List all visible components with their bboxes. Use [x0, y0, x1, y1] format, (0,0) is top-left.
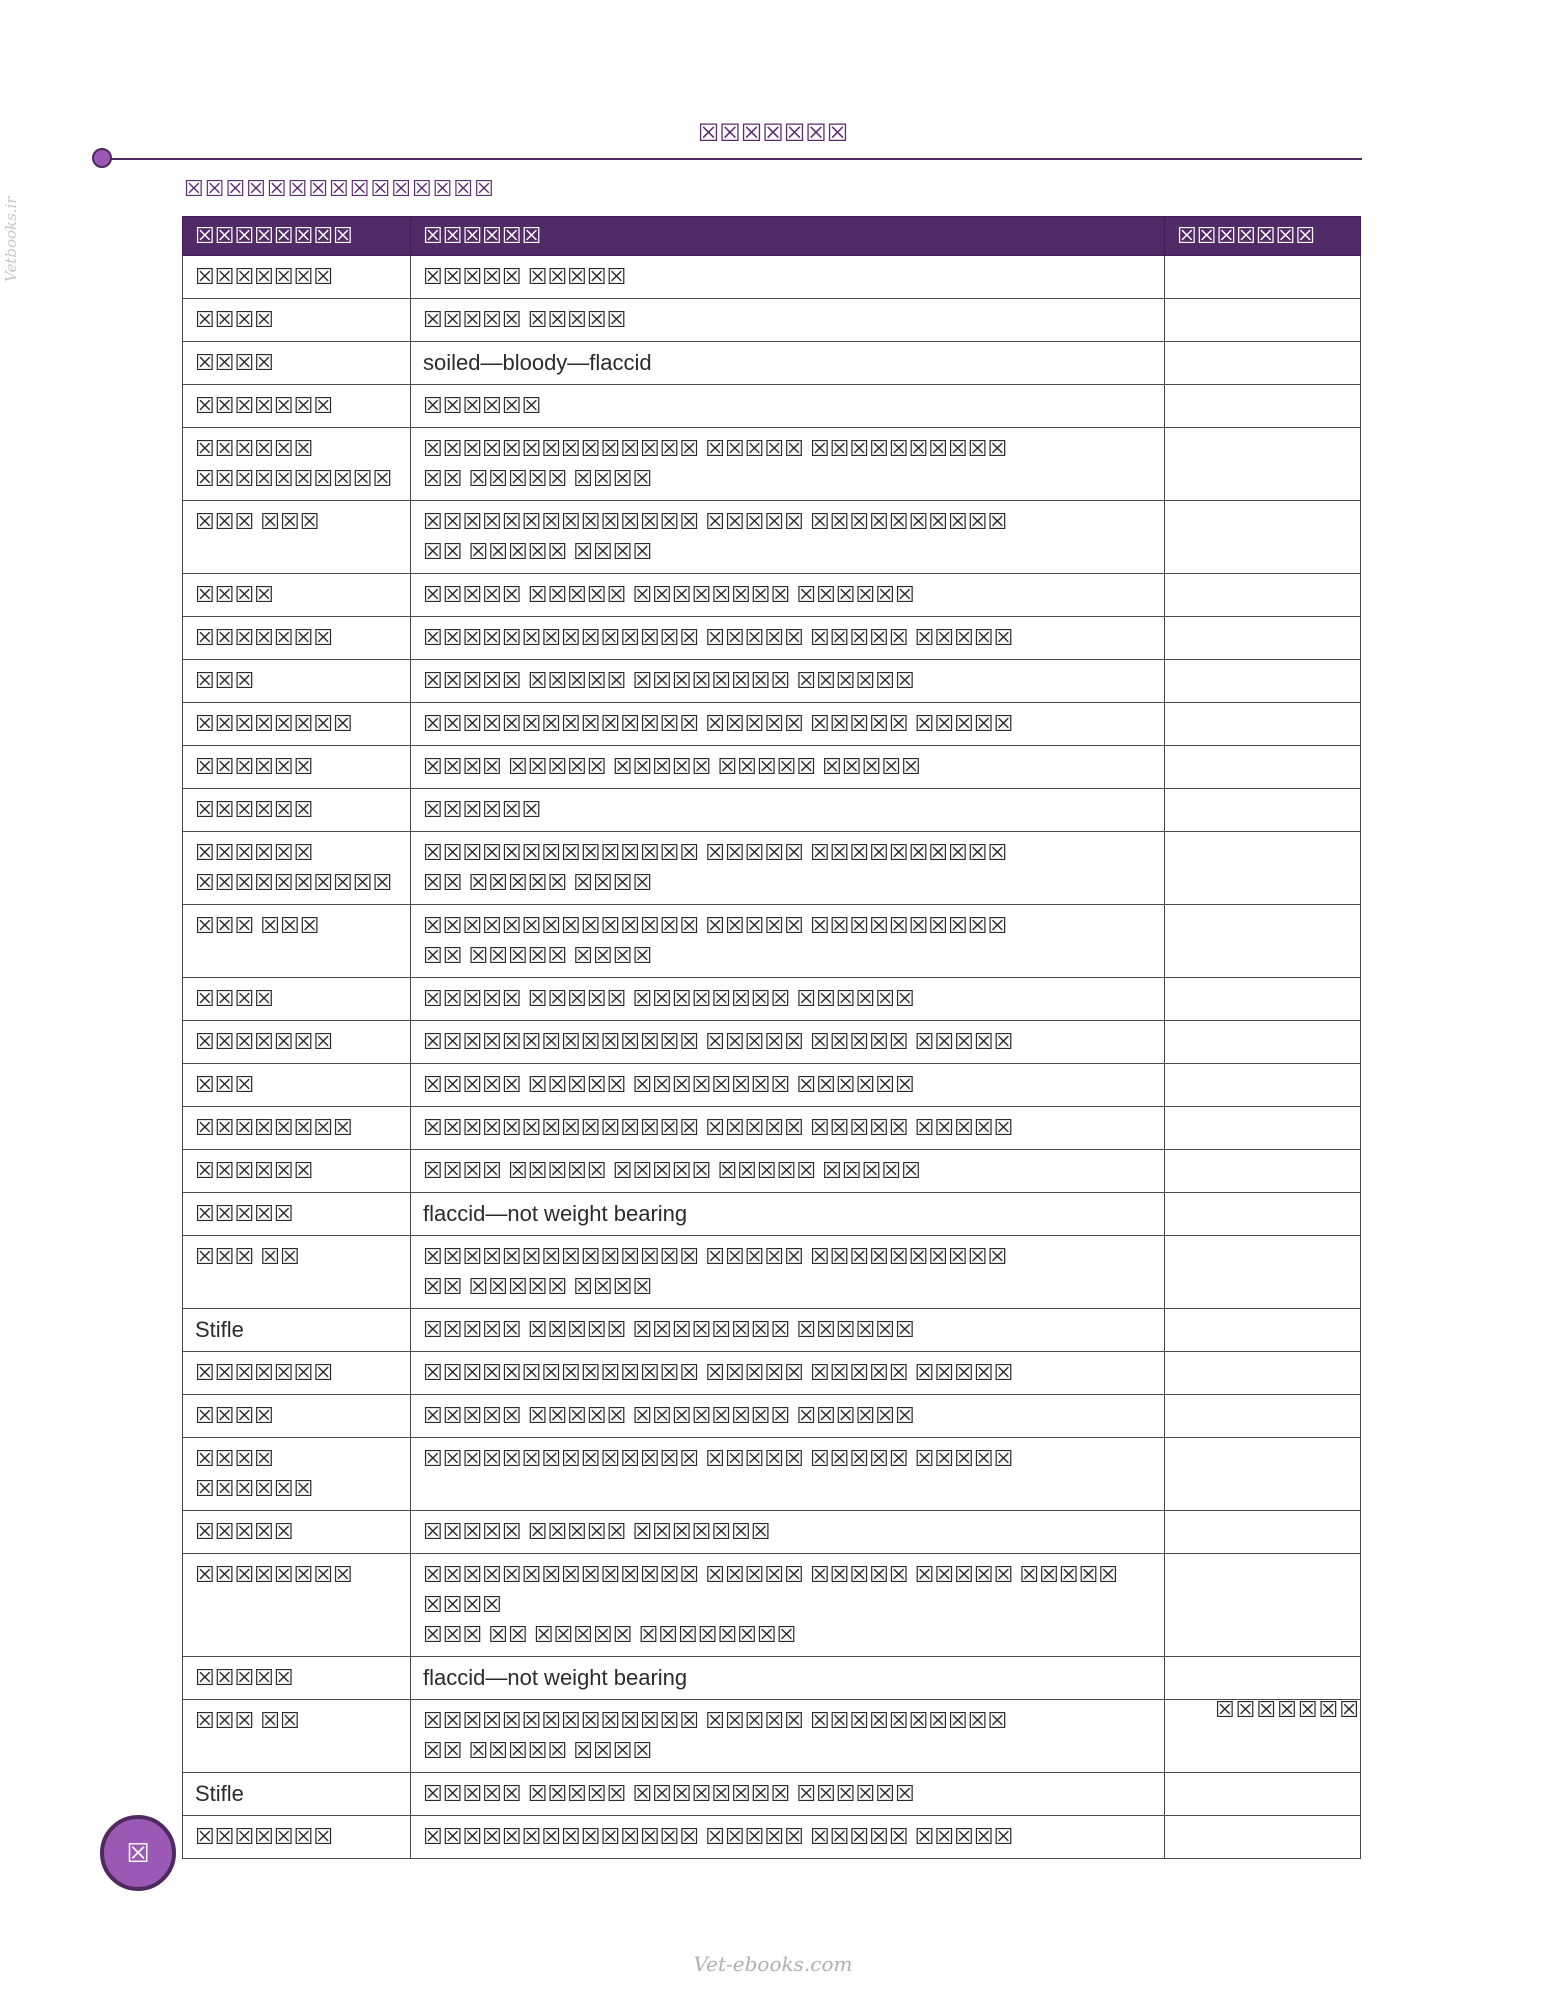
table-row: [183, 746, 1361, 789]
cell-finding: flaccid—not weight bearing: [411, 1657, 1165, 1700]
cell-finding: ☒☒☒☒☒☒☒☒☒☒☒☒☒☒ ☒☒☒☒☒ ☒☒☒☒☒ ☒☒☒☒☒: [411, 617, 1165, 660]
page-number-badge: [100, 1815, 176, 1891]
cell-finding: ☒☒☒☒☒☒☒☒☒☒☒☒☒☒ ☒☒☒☒☒ ☒☒☒☒☒☒☒☒☒☒ ☒☒ ☒☒☒☒☒ ☒☒☒☒: [411, 428, 1165, 501]
cell-finding: ☒☒☒☒☒ ☒☒☒☒☒ ☒☒☒☒☒☒☒☒ ☒☒☒☒☒☒: [411, 1395, 1165, 1438]
table-row: [183, 1352, 1361, 1395]
table-row: [183, 703, 1361, 746]
cell-area: ☒☒☒☒☒☒☒: [183, 385, 411, 428]
cell-comment: [1165, 1150, 1361, 1193]
cell-comment: [1165, 1554, 1361, 1657]
table-row: [183, 1816, 1361, 1859]
cell-area: ☒☒☒☒☒: [183, 1193, 411, 1236]
cell-comment: [1165, 832, 1361, 905]
cell-finding: flaccid—not weight bearing: [411, 1193, 1165, 1236]
cell-comment: [1165, 428, 1361, 501]
cell-area: ☒☒☒☒☒☒: [183, 746, 411, 789]
cell-comment: [1165, 501, 1361, 574]
cell-area: ☒☒☒☒☒☒☒: [183, 1021, 411, 1064]
table-header-row: [183, 217, 1361, 256]
cell-finding: ☒☒☒☒☒ ☒☒☒☒☒ ☒☒☒☒☒☒☒☒ ☒☒☒☒☒☒: [411, 660, 1165, 703]
column-header-area: ☒☒☒☒☒☒☒☒: [183, 217, 411, 256]
table-row: [183, 256, 1361, 299]
table-row: [183, 978, 1361, 1021]
cell-finding: ☒☒☒☒ ☒☒☒☒☒ ☒☒☒☒☒ ☒☒☒☒☒ ☒☒☒☒☒: [411, 1150, 1165, 1193]
cell-comment: [1165, 703, 1361, 746]
table-row: [183, 1438, 1361, 1511]
cell-area: ☒☒☒☒☒☒☒: [183, 256, 411, 299]
table-row: [183, 1021, 1361, 1064]
cell-comment: [1165, 1816, 1361, 1859]
cell-area: ☒☒☒ ☒☒☒: [183, 501, 411, 574]
cell-comment: [1165, 789, 1361, 832]
cell-finding: ☒☒☒☒☒☒☒☒☒☒☒☒☒☒ ☒☒☒☒☒ ☒☒☒☒☒ ☒☒☒☒☒: [411, 1352, 1165, 1395]
table-row: [183, 574, 1361, 617]
table-row: [183, 428, 1361, 501]
table-caption: ☒☒☒☒☒☒☒☒☒☒☒☒☒☒☒: [184, 176, 495, 201]
cell-comment: [1165, 1657, 1361, 1700]
cell-comment: [1165, 1309, 1361, 1352]
cell-comment: [1165, 342, 1361, 385]
cell-comment: [1165, 617, 1361, 660]
cell-area: ☒☒☒ ☒☒: [183, 1236, 411, 1309]
cell-comment: [1165, 905, 1361, 978]
cell-comment: [1165, 1511, 1361, 1554]
cell-comment: [1165, 574, 1361, 617]
cell-comment: [1165, 1064, 1361, 1107]
cell-area: Stifle: [183, 1309, 411, 1352]
cell-area: ☒☒☒☒☒: [183, 1511, 411, 1554]
cell-finding: ☒☒☒☒☒☒☒☒☒☒☒☒☒☒ ☒☒☒☒☒ ☒☒☒☒☒☒☒☒☒☒ ☒☒ ☒☒☒☒☒ ☒☒☒☒: [411, 1700, 1165, 1773]
table-row: [183, 1193, 1361, 1236]
cell-finding: ☒☒☒☒☒ ☒☒☒☒☒ ☒☒☒☒☒☒☒☒ ☒☒☒☒☒☒: [411, 574, 1165, 617]
table-body: [183, 256, 1361, 1859]
cell-area: ☒☒☒☒☒: [183, 1657, 411, 1700]
column-header-comment: ☒☒☒☒☒☒☒: [1165, 217, 1361, 256]
cell-finding: ☒☒☒☒ ☒☒☒☒☒ ☒☒☒☒☒ ☒☒☒☒☒ ☒☒☒☒☒: [411, 746, 1165, 789]
table-row: [183, 1395, 1361, 1438]
cell-area: ☒☒☒☒☒☒☒: [183, 1816, 411, 1859]
table-row: [183, 1511, 1361, 1554]
cell-finding: ☒☒☒☒☒☒☒☒☒☒☒☒☒☒ ☒☒☒☒☒ ☒☒☒☒☒☒☒☒☒☒ ☒☒ ☒☒☒☒☒ ☒☒☒☒: [411, 905, 1165, 978]
table-row: [183, 789, 1361, 832]
cell-finding: soiled—bloody—flaccid: [411, 342, 1165, 385]
table-row: [183, 1236, 1361, 1309]
table-row: [183, 1657, 1361, 1700]
footer-watermark: Vet-ebooks.com: [693, 1952, 853, 1976]
cell-area: ☒☒☒☒☒☒☒: [183, 617, 411, 660]
table-row: [183, 905, 1361, 978]
cell-finding: ☒☒☒☒☒☒: [411, 385, 1165, 428]
cell-area: ☒☒☒☒: [183, 978, 411, 1021]
cell-finding: ☒☒☒☒☒☒☒☒☒☒☒☒☒☒ ☒☒☒☒☒ ☒☒☒☒☒ ☒☒☒☒☒ ☒☒☒☒☒ ☒☒☒☒ ☒☒☒ ☒☒ ☒☒☒☒☒ ☒☒☒☒☒☒☒☒: [411, 1554, 1165, 1657]
cell-comment: [1165, 1193, 1361, 1236]
cell-comment: [1165, 978, 1361, 1021]
cell-finding: ☒☒☒☒☒☒☒☒☒☒☒☒☒☒ ☒☒☒☒☒ ☒☒☒☒☒ ☒☒☒☒☒: [411, 1438, 1165, 1511]
cell-comment: [1165, 256, 1361, 299]
cell-comment: [1165, 1438, 1361, 1511]
cell-finding: ☒☒☒☒☒☒☒☒☒☒☒☒☒☒ ☒☒☒☒☒ ☒☒☒☒☒☒☒☒☒☒ ☒☒ ☒☒☒☒☒ ☒☒☒☒: [411, 501, 1165, 574]
cell-area: ☒☒☒☒☒☒☒☒: [183, 1554, 411, 1657]
cell-comment: [1165, 385, 1361, 428]
cell-area: ☒☒☒☒☒☒: [183, 789, 411, 832]
continued-note: ☒☒☒☒☒☒☒: [1214, 1697, 1360, 1722]
cell-finding: ☒☒☒☒☒ ☒☒☒☒☒: [411, 256, 1165, 299]
cell-area: ☒☒☒☒☒☒ ☒☒☒☒☒☒☒☒☒☒: [183, 428, 411, 501]
cell-area: ☒☒☒☒: [183, 299, 411, 342]
cell-finding: ☒☒☒☒☒ ☒☒☒☒☒: [411, 299, 1165, 342]
header-rule: [104, 158, 1362, 160]
table-row: [183, 660, 1361, 703]
cell-comment: [1165, 299, 1361, 342]
table-row: [183, 385, 1361, 428]
page-number: ☒: [126, 1837, 150, 1868]
cell-area: ☒☒☒ ☒☒: [183, 1700, 411, 1773]
cell-finding: ☒☒☒☒☒☒☒☒☒☒☒☒☒☒ ☒☒☒☒☒ ☒☒☒☒☒ ☒☒☒☒☒: [411, 1107, 1165, 1150]
cell-comment: [1165, 1107, 1361, 1150]
cell-comment: [1165, 660, 1361, 703]
cell-comment: [1165, 746, 1361, 789]
table-row: [183, 1700, 1361, 1773]
cell-area: ☒☒☒☒: [183, 574, 411, 617]
cell-finding: ☒☒☒☒☒ ☒☒☒☒☒ ☒☒☒☒☒☒☒☒ ☒☒☒☒☒☒: [411, 978, 1165, 1021]
table-row: [183, 1064, 1361, 1107]
cell-comment: [1165, 1021, 1361, 1064]
cell-finding: ☒☒☒☒☒☒☒☒☒☒☒☒☒☒ ☒☒☒☒☒ ☒☒☒☒☒☒☒☒☒☒ ☒☒ ☒☒☒☒☒ ☒☒☒☒: [411, 1236, 1165, 1309]
cell-finding: ☒☒☒☒☒☒☒☒☒☒☒☒☒☒ ☒☒☒☒☒ ☒☒☒☒☒☒☒☒☒☒ ☒☒ ☒☒☒☒☒ ☒☒☒☒: [411, 832, 1165, 905]
cell-finding: ☒☒☒☒☒ ☒☒☒☒☒ ☒☒☒☒☒☒☒☒ ☒☒☒☒☒☒: [411, 1309, 1165, 1352]
cell-finding: ☒☒☒☒☒☒☒☒☒☒☒☒☒☒ ☒☒☒☒☒ ☒☒☒☒☒ ☒☒☒☒☒: [411, 1021, 1165, 1064]
column-header-finding: ☒☒☒☒☒☒: [411, 217, 1165, 256]
cell-finding: ☒☒☒☒☒☒☒☒☒☒☒☒☒☒ ☒☒☒☒☒ ☒☒☒☒☒ ☒☒☒☒☒: [411, 703, 1165, 746]
cell-finding: ☒☒☒☒☒ ☒☒☒☒☒ ☒☒☒☒☒☒☒☒ ☒☒☒☒☒☒: [411, 1064, 1165, 1107]
cell-finding: ☒☒☒☒☒ ☒☒☒☒☒ ☒☒☒☒☒☒☒: [411, 1511, 1165, 1554]
table-row: [183, 501, 1361, 574]
cell-finding: ☒☒☒☒☒☒☒☒☒☒☒☒☒☒ ☒☒☒☒☒ ☒☒☒☒☒ ☒☒☒☒☒: [411, 1816, 1165, 1859]
table-row: [183, 832, 1361, 905]
cell-area: ☒☒☒☒☒☒ ☒☒☒☒☒☒☒☒☒☒: [183, 832, 411, 905]
table-row: [183, 1150, 1361, 1193]
running-header: ☒☒☒☒☒☒☒: [697, 120, 849, 147]
cell-area: ☒☒☒☒☒☒☒☒: [183, 703, 411, 746]
cell-comment: [1165, 1352, 1361, 1395]
table-row: [183, 1309, 1361, 1352]
cell-area: ☒☒☒: [183, 1064, 411, 1107]
cell-area: ☒☒☒ ☒☒☒: [183, 905, 411, 978]
table-row: [183, 1554, 1361, 1657]
cell-finding: ☒☒☒☒☒ ☒☒☒☒☒ ☒☒☒☒☒☒☒☒ ☒☒☒☒☒☒: [411, 1773, 1165, 1816]
cell-comment: [1165, 1773, 1361, 1816]
table-row: [183, 1107, 1361, 1150]
table-row: [183, 617, 1361, 660]
cell-area: ☒☒☒: [183, 660, 411, 703]
table-row: [183, 342, 1361, 385]
cell-area: ☒☒☒☒☒☒: [183, 1150, 411, 1193]
side-watermark: Vetbooks.ir: [2, 196, 20, 282]
cell-area: Stifle: [183, 1773, 411, 1816]
cell-area: ☒☒☒☒: [183, 1395, 411, 1438]
table-row: [183, 1773, 1361, 1816]
exam-table: [182, 216, 1361, 1859]
cell-comment: [1165, 1395, 1361, 1438]
cell-area: ☒☒☒☒: [183, 342, 411, 385]
header-rule-dot: [92, 148, 112, 168]
cell-finding: ☒☒☒☒☒☒: [411, 789, 1165, 832]
cell-area: ☒☒☒☒☒☒☒: [183, 1352, 411, 1395]
cell-area: ☒☒☒☒ ☒☒☒☒☒☒: [183, 1438, 411, 1511]
cell-area: ☒☒☒☒☒☒☒☒: [183, 1107, 411, 1150]
table-row: [183, 299, 1361, 342]
cell-comment: [1165, 1236, 1361, 1309]
